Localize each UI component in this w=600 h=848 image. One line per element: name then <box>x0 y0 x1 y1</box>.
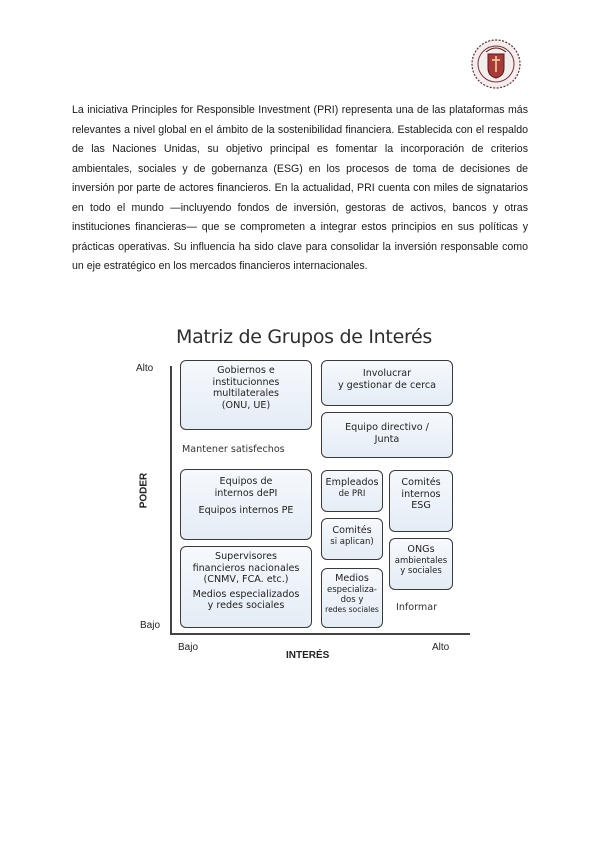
box-line: multilaterales <box>212 388 280 399</box>
box-line: ESG <box>411 500 431 511</box>
x-axis-high-label: Alto <box>432 642 450 653</box>
box-line: Equipo directivo / <box>345 422 429 433</box>
box-line: si aplican) <box>330 536 374 547</box>
x-axis-low-label: Bajo <box>178 642 199 653</box>
y-axis-low-label: Bajo <box>140 620 161 631</box>
box-line: ambientales <box>394 555 448 566</box>
box-line: Supervisores <box>215 551 277 562</box>
box-comites-esg <box>389 470 453 532</box>
box-line: internos <box>401 488 441 500</box>
box-line: internos dePI <box>214 487 278 499</box>
university-seal-icon <box>470 38 522 90</box>
box-line: y gestionar de cerca <box>337 379 437 391</box>
box-involucrar <box>321 360 453 406</box>
box-gobiernos <box>180 360 312 430</box>
box-comites <box>321 518 383 560</box>
box-equipo-directivo <box>321 412 453 458</box>
x-axis <box>170 633 470 635</box>
box-line: Comités <box>332 525 372 536</box>
box-line: Involucrar <box>362 368 412 379</box>
box-line: Gobiernos e <box>217 365 275 376</box>
stakeholder-matrix-figure <box>132 320 472 670</box>
y-axis <box>170 366 172 634</box>
box-line: (CNMV, FCA. etc.) <box>203 574 289 585</box>
box-equipos-internos <box>180 469 312 540</box>
box-line: Comités <box>401 477 441 488</box>
box-line: redes sociales <box>325 604 379 614</box>
box-line: Equipos de <box>219 476 273 487</box>
matrix-title: Matriz de Grupos de Interés <box>176 326 433 348</box>
box-line: de PRI <box>338 488 366 499</box>
box-line: financieros nacionales <box>192 562 300 574</box>
box-line: institucionnes <box>212 376 280 388</box>
box-empleados <box>321 470 383 512</box>
box-line: Medios especializados <box>192 588 300 600</box>
x-axis-title: INTERÉS <box>286 650 330 661</box>
box-line: Junta <box>374 433 400 445</box>
box-ongs <box>389 538 453 590</box>
body-paragraph: La iniciativa Principles for Responsible Investment (PRI) representa una de las plataformas más relevantes a nivel global en el ámbito de la sostenibilidad financiera. Establecida con el respaldo de las Naciones Unidas, su objetivo principal es fomentar la incorporación de criterios ambientales, sociales y de gobernanza (ESG) en los procesos de toma de decisiones de inversión por parte de actores financieros. En la actualidad, PRI cuenta con miles de signatarios en todo el mundo —incluyendo fondos de inversión, gestoras de activos, bancos y otras instituciones financieras— que se comprometen a integrar estos principios en sus políticas y prácticas operativas. Su influencia ha sido clave para consolidar la inversión responsable como un eje estratégico en los mercados financieros internacionales. <box>72 104 528 272</box>
box-medios <box>321 568 383 628</box>
box-line: dos y <box>340 594 364 605</box>
box-line: y redes sociales <box>207 600 285 611</box>
box-supervisores <box>180 546 312 628</box>
y-axis-title: PODER <box>138 472 150 509</box>
box-line: (ONU, UE) <box>221 399 271 411</box>
quadrant-keep-satisfied: Mantener satisfechos <box>182 444 285 455</box>
box-line: ONGs <box>407 544 435 555</box>
box-line: especializa- <box>327 584 377 595</box>
y-axis-high-label: Alto <box>136 363 154 374</box>
box-line: Equipos internos PE <box>198 505 294 516</box>
quadrant-inform: Informar <box>396 602 438 613</box>
box-line: Empleados <box>325 477 379 488</box>
box-line: Medios <box>335 573 369 584</box>
box-line: y sociales <box>400 565 442 576</box>
